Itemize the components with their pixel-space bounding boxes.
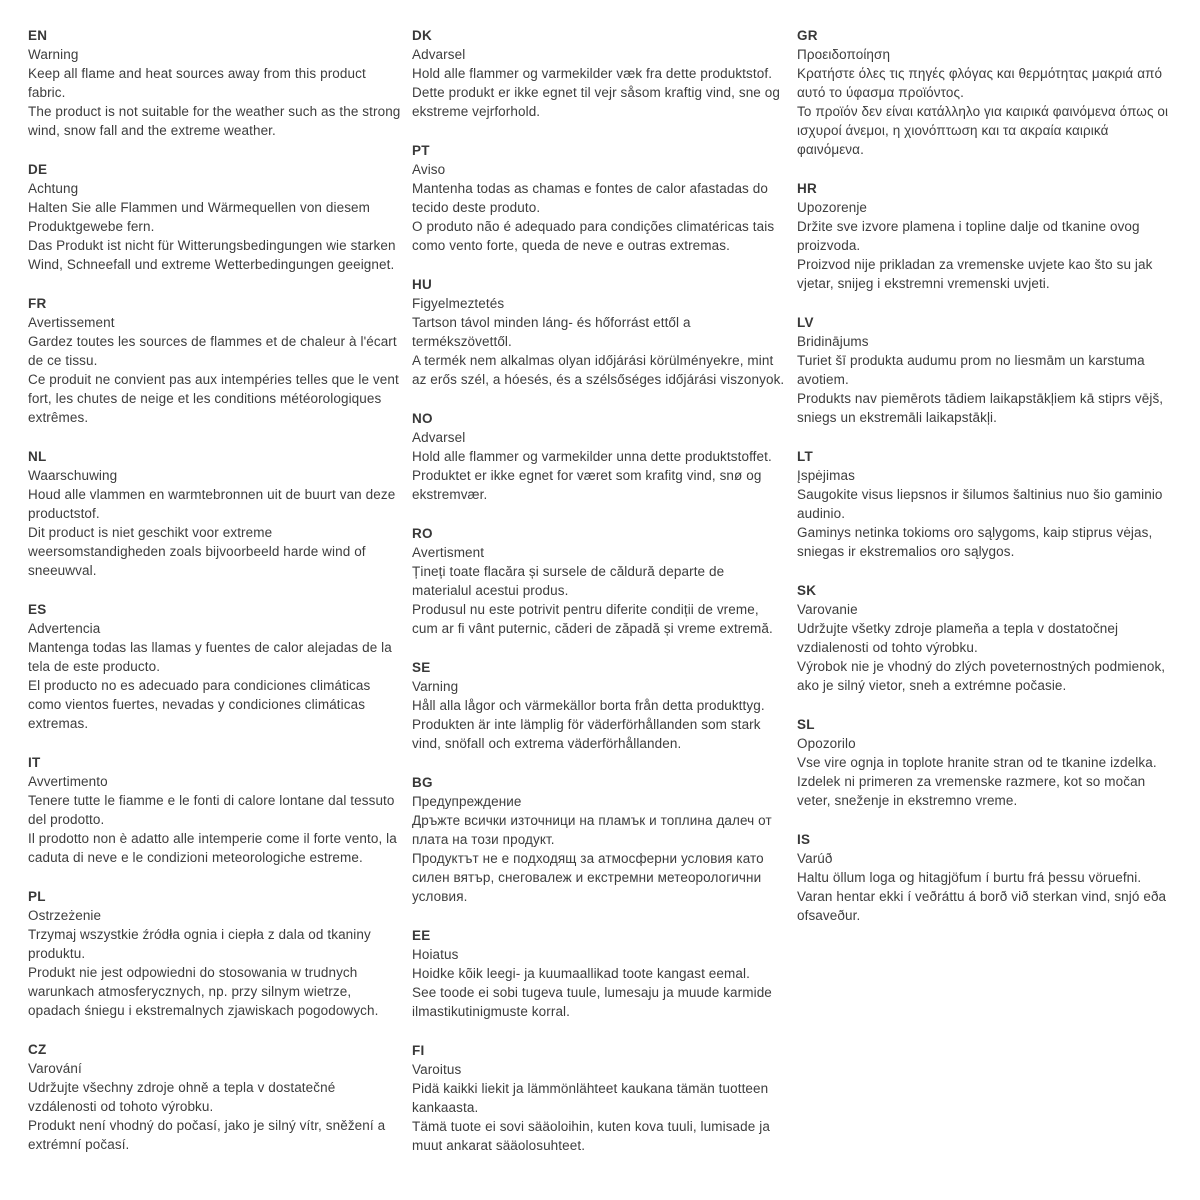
lang-title-pl: Ostrzeżenie	[28, 908, 102, 923]
warning-text-cz-2: Produkt není vhodný do počasí, jako je silný vítr, sněžení a extrémní počasí.	[28, 1118, 386, 1152]
lang-title-lv: Bridinājums	[797, 334, 869, 349]
lang-section-es	[28, 600, 402, 733]
lang-section-en	[28, 26, 402, 140]
warning-text-hu-2: A termék nem alkalmas olyan időjárási körülményekre, mint az erős szél, a hóesés, és a szélsőséges időjárási viszonyok.	[412, 353, 785, 387]
lang-code-sl: SL	[797, 717, 815, 732]
warning-text-pt-2: O produto não é adequado para condições climatéricas tais como vento forte, queda de neve e outras extremas.	[412, 219, 775, 253]
lang-code-de: DE	[28, 162, 48, 177]
lang-code-sk: SK	[797, 583, 817, 598]
lang-code-pl: PL	[28, 889, 46, 904]
warning-text-de-1: Halten Sie alle Flammen und Wärmequellen von diesem Produktgewebe fern.	[28, 200, 371, 234]
lang-section-sl	[797, 715, 1173, 810]
warning-text-gr-2: Το προϊόν δεν είναι κατάλληλο για καιρικά φαινόμενα όπως οι ισχυροί άνεμοι, η χιονόπτωση και τα ακραία καιρικά φαινόμενα.	[797, 104, 1169, 157]
lang-code-bg: BG	[412, 775, 433, 790]
warning-text-nl-2: Dit product is niet geschikt voor extreme weersomstandigheden zoals bijvoorbeeld harde wind of sneeuwval.	[28, 525, 366, 578]
lang-code-fi: FI	[412, 1043, 425, 1058]
warning-text-ro-1: Țineți toate flacăra și sursele de căldură departe de materialul acestui produs.	[412, 564, 725, 598]
lang-section-it	[28, 753, 402, 867]
lang-code-nl: NL	[28, 449, 47, 464]
lang-section-dk	[412, 26, 786, 121]
warning-text-dk-2: Dette produkt er ikke egnet til vejr såsom kraftig vind, sne og ekstreme vejrforhold.	[412, 85, 780, 119]
lang-title-fr: Avertissement	[28, 315, 115, 330]
lang-title-gr: Προειδοποίηση	[797, 47, 891, 62]
lang-title-hr: Upozorenje	[797, 200, 868, 215]
warning-text-ee-1: Hoidke kõik leegi- ja kuumaallikad toote kangast eemal.	[412, 966, 750, 981]
warning-text-it-1: Tenere tutte le fiamme e le fonti di calore lontane dal tessuto del prodotto.	[28, 793, 395, 827]
warning-text-lt-1: Saugokite visus liepsnos ir šilumos šaltinius nuo šio gaminio audinio.	[797, 487, 1163, 521]
lang-code-is: IS	[797, 832, 811, 847]
warning-text-pl-1: Trzymaj wszystkie źródła ognia i ciepła z dala od tkaniny produktu.	[28, 927, 371, 961]
lang-title-hu: Figyelmeztetés	[412, 296, 505, 311]
warning-text-se-2: Produkten är inte lämplig för väderförhållanden som stark vind, snöfall och extrema väderförhållanden.	[412, 717, 761, 751]
lang-title-es: Advertencia	[28, 621, 101, 636]
lang-section-sk	[797, 581, 1173, 695]
warning-text-gr-1: Κρατήστε όλες τις πηγές φλόγας και θερμότητας μακριά από αυτό το ύφασμα προϊόντος.	[797, 66, 1163, 100]
warning-text-pt-1: Mantenha todas as chamas e fontes de calor afastadas do tecido deste produto.	[412, 181, 768, 215]
warning-text-sk-2: Výrobok nie je vhodný do zlých poveternostných podmienok, ako je silný vietor, sneh a extrémne počasie.	[797, 659, 1166, 693]
lang-section-bg	[412, 773, 786, 906]
lang-title-sl: Opozorilo	[797, 736, 856, 751]
warning-text-cz-1: Udržujte všechny zdroje ohně a tepla v dostatečné vzdálenosti od tohoto výrobku.	[28, 1080, 336, 1114]
lang-section-hr	[797, 179, 1173, 293]
lang-code-hr: HR	[797, 181, 817, 196]
warning-text-lt-2: Gaminys netinka tokioms oro sąlygoms, kaip stiprus vėjas, sniegas ir ekstremalios oro sąlygos.	[797, 525, 1153, 559]
lang-title-dk: Advarsel	[412, 47, 466, 62]
warning-text-hu-1: Tartson távol minden láng- és hőforrást ettől a termékszövettől.	[412, 315, 691, 349]
warning-text-dk-1: Hold alle flammer og varmekilder væk fra dette produktstof.	[412, 66, 773, 81]
warning-text-nl-1: Houd alle vlammen en warmtebronnen uit de buurt van deze productstof.	[28, 487, 396, 521]
warning-text-en-1: Keep all flame and heat sources away from this product fabric.	[28, 66, 366, 100]
warning-text-sk-1: Udržujte všetky zdroje plameňa a tepla v dostatočnej vzdialenosti od tohto výrobku.	[797, 621, 1119, 655]
lang-section-lv	[797, 313, 1173, 427]
warning-text-pl-2: Produkt nie jest odpowiedni do stosowania w trudnych warunkach atmosferycznych, np. przy silnym wietrze, opadach śniegu i ekstremalnych zjawiskach pogodowych.	[28, 965, 379, 1018]
warning-text-bg-1: Дръжте всички източници на пламък и топлина далеч от плата на този продукт.	[412, 813, 772, 847]
lang-section-lt	[797, 447, 1173, 561]
lang-section-no	[412, 409, 786, 504]
lang-code-gr: GR	[797, 28, 818, 43]
warning-text-fi-2: Tämä tuote ei sovi sääoloihin, kuten kova tuuli, lumisade ja muut ankarat sääolosuhteet.	[412, 1119, 770, 1153]
lang-code-pt: PT	[412, 143, 430, 158]
lang-code-ro: RO	[412, 526, 433, 541]
lang-section-pt	[412, 141, 786, 255]
lang-code-lv: LV	[797, 315, 814, 330]
warning-text-is-1: Haltu öllum loga og hitagjöfum í burtu frá þessu vöruefni.	[797, 870, 1142, 885]
lang-section-ee	[412, 926, 786, 1021]
warning-text-fr-1: Gardez toutes les sources de flammes et de chaleur à l'écart de ce tissu.	[28, 334, 397, 368]
warning-text-se-1: Håll alla lågor och värmekällor borta från detta produkttyg.	[412, 698, 765, 713]
lang-title-se: Varning	[412, 679, 459, 694]
warning-text-hr-2: Proizvod nije prikladan za vremenske uvjete kao što su jak vjetar, snijeg i ekstremni vremenski uvjeti.	[797, 257, 1153, 291]
lang-section-nl	[28, 447, 402, 580]
lang-code-en: EN	[28, 28, 48, 43]
warning-text-en-2: The product is not suitable for the weather such as the strong wind, snow fall and the extreme weather.	[28, 104, 401, 138]
lang-title-it: Avvertimento	[28, 774, 108, 789]
lang-section-ro	[412, 524, 786, 638]
lang-section-hu	[412, 275, 786, 389]
lang-title-nl: Waarschuwing	[28, 468, 118, 483]
warning-text-no-1: Hold alle flammer og varmekilder unna dette produktstoffet.	[412, 449, 772, 464]
warning-text-es-1: Mantenga todas las llamas y fuentes de calor alejadas de la tela de este producto.	[28, 640, 392, 674]
lang-code-no: NO	[412, 411, 433, 426]
lang-code-cz: CZ	[28, 1042, 47, 1057]
warning-text-de-2: Das Produkt ist nicht für Witterungsbedingungen wie starken Wind, Schneefall und extreme Wetterbedingungen geeignet.	[28, 238, 396, 272]
lang-code-es: ES	[28, 602, 47, 617]
lang-code-se: SE	[412, 660, 431, 675]
warning-text-bg-2: Продуктът не е подходящ за атмосферни условия като силен вятър, снеговалеж и екстремни метеорологични условия.	[412, 851, 764, 904]
lang-code-lt: LT	[797, 449, 813, 464]
lang-code-hu: HU	[412, 277, 432, 292]
warning-text-hr-1: Držite sve izvore plamena i topline dalje od tkanine ovog proizvoda.	[797, 219, 1140, 253]
lang-title-bg: Предупреждение	[412, 794, 522, 809]
lang-title-lt: Įspėjimas	[797, 468, 855, 483]
warning-text-sl-2: Izdelek ni primeren za vremenske razmere, kot so močan veter, sneženje in ekstremno vreme.	[797, 774, 1146, 808]
warning-text-sl-1: Vse vire ognja in toplote hranite stran od te tkanine izdelka.	[797, 755, 1157, 770]
lang-title-sk: Varovanie	[797, 602, 858, 617]
column-3	[797, 26, 1173, 945]
column-2	[412, 26, 786, 1175]
lang-section-gr	[797, 26, 1173, 159]
warning-text-lv-2: Produkts nav piemērots tādiem laikapstākļiem kā stiprs vējš, sniegs un ekstremāli laikapstākļi.	[797, 391, 1164, 425]
lang-section-fr	[28, 294, 402, 427]
lang-section-fi	[412, 1041, 786, 1155]
lang-title-pt: Aviso	[412, 162, 446, 177]
lang-title-is: Varúð	[797, 851, 833, 866]
lang-title-en: Warning	[28, 47, 79, 62]
lang-code-ee: EE	[412, 928, 431, 943]
lang-title-ee: Hoiatus	[412, 947, 459, 962]
lang-title-ro: Avertisment	[412, 545, 485, 560]
warning-text-lv-1: Turiet šī produkta audumu prom no liesmām un karstuma avotiem.	[797, 353, 1145, 387]
lang-code-fr: FR	[28, 296, 47, 311]
lang-section-cz	[28, 1040, 402, 1154]
lang-title-no: Advarsel	[412, 430, 466, 445]
warning-text-fi-1: Pidä kaikki liekit ja lämmönlähteet kaukana tämän tuotteen kankaasta.	[412, 1081, 769, 1115]
lang-title-cz: Varování	[28, 1061, 82, 1076]
lang-section-is	[797, 830, 1173, 925]
lang-code-dk: DK	[412, 28, 432, 43]
lang-section-se	[412, 658, 786, 753]
lang-title-de: Achtung	[28, 181, 79, 196]
warning-text-is-2: Varan hentar ekki í veðráttu á borð við sterkan vind, snjó eða ofsaveður.	[797, 889, 1167, 923]
lang-title-fi: Varoitus	[412, 1062, 462, 1077]
lang-code-it: IT	[28, 755, 41, 770]
warning-text-es-2: El producto no es adecuado para condiciones climáticas como vientos fuertes, nevadas y condiciones climáticas extremas.	[28, 678, 371, 731]
lang-section-pl	[28, 887, 402, 1020]
warning-text-no-2: Produktet er ikke egnet for været som krafitg vind, snø og ekstremvær.	[412, 468, 762, 502]
warning-text-ro-2: Produsul nu este potrivit pentru diferite condiții de vreme, cum ar fi vânt puternic, căderi de zăpadă și vreme extremă.	[412, 602, 773, 636]
warning-text-it-2: Il prodotto non è adatto alle intemperie come il forte vento, la caduta di neve e le condizioni meteorologiche estreme.	[28, 831, 397, 865]
lang-section-de	[28, 160, 402, 274]
warning-text-fr-2: Ce produit ne convient pas aux intempéries telles que le vent fort, les chutes de neige et les conditions météorologiques extrêmes.	[28, 372, 399, 425]
warning-text-ee-2: See toode ei sobi tugeva tuule, lumesaju ja muude karmide ilmastikutinigmuste korral.	[412, 985, 772, 1019]
column-1	[28, 26, 402, 1174]
